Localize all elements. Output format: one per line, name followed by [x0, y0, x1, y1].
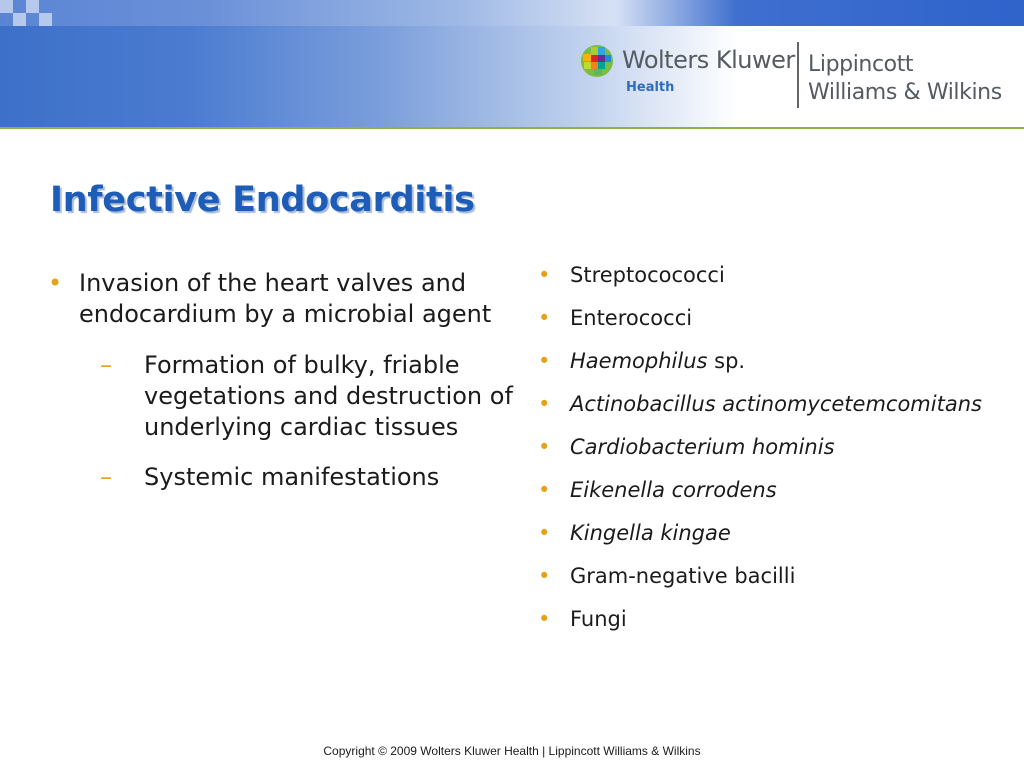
header-top-strip [0, 0, 1024, 26]
slide-title: Infective Endocarditis [50, 180, 475, 220]
left-column [46, 268, 516, 512]
organism-list [538, 263, 1008, 650]
logo-divider [797, 42, 799, 108]
organism-genus: Haemophilus [570, 349, 708, 373]
organism-name: Actinobacillus actinomycetemcomitans [570, 392, 982, 416]
list-item [538, 392, 1008, 416]
sub-bullet-text: Systemic manifestations [144, 463, 440, 491]
list-item [46, 268, 516, 330]
copyright-footer: Copyright © 2009 Wolters Kluwer Health | Lippincott Williams & Wilkins [323, 744, 701, 758]
organism-name [570, 349, 745, 373]
bullet-dot-icon: • [538, 435, 551, 459]
organism-name: Gram-negative bacilli [570, 564, 796, 588]
logo-health: Health [626, 80, 675, 95]
list-item [538, 564, 1008, 588]
dash-bullet-icon: – [100, 351, 112, 379]
list-item [538, 263, 1008, 287]
logo-wolters-kluwer: Wolters Kluwer [622, 46, 795, 74]
organism-species-abbrev: sp. [707, 349, 746, 373]
list-item [538, 607, 1008, 631]
bullet-dot-icon: • [538, 263, 551, 287]
header-checker-decoration [0, 0, 64, 26]
list-item [538, 306, 1008, 330]
bullet-dot-icon: • [538, 478, 551, 502]
bullet-dot-icon: • [538, 564, 551, 588]
bullet-dot-icon: • [538, 607, 551, 631]
bullet-dot-icon: • [538, 392, 551, 416]
sub-bullet-text: Formation of bulky, friable vegetations and destruction of underlying cardiac tissues [144, 351, 513, 441]
list-item [538, 349, 1008, 373]
organism-name: Streptocococci [570, 263, 725, 287]
logo-lippincott: Lippincott [808, 52, 914, 77]
bullet-dot-icon: • [48, 269, 63, 297]
bullet-dot-icon: • [538, 521, 551, 545]
logo-williams-wilkins: Williams & Wilkins [808, 80, 1002, 105]
sub-list-item [100, 462, 516, 493]
organism-name: Fungi [570, 607, 627, 631]
list-item [538, 478, 1008, 502]
bullet-text: Invasion of the heart valves and endocardium by a microbial agent [79, 269, 492, 328]
publisher-logo [580, 40, 1020, 115]
list-item [538, 521, 1008, 545]
organism-name: Enterococci [570, 306, 693, 330]
organism-name: Kingella kingae [570, 521, 731, 545]
list-item [538, 435, 1008, 459]
bullet-dot-icon: • [538, 306, 551, 330]
organism-name: Eikenella corrodens [570, 478, 777, 502]
dash-bullet-icon: – [100, 463, 112, 491]
sub-list-item [100, 350, 516, 443]
header-rule [0, 127, 1024, 129]
sub-bullet-list [46, 350, 516, 493]
bullet-dot-icon: • [538, 349, 551, 373]
organism-name: Cardiobacterium hominis [570, 435, 835, 459]
wolters-kluwer-mark-icon [580, 44, 614, 78]
